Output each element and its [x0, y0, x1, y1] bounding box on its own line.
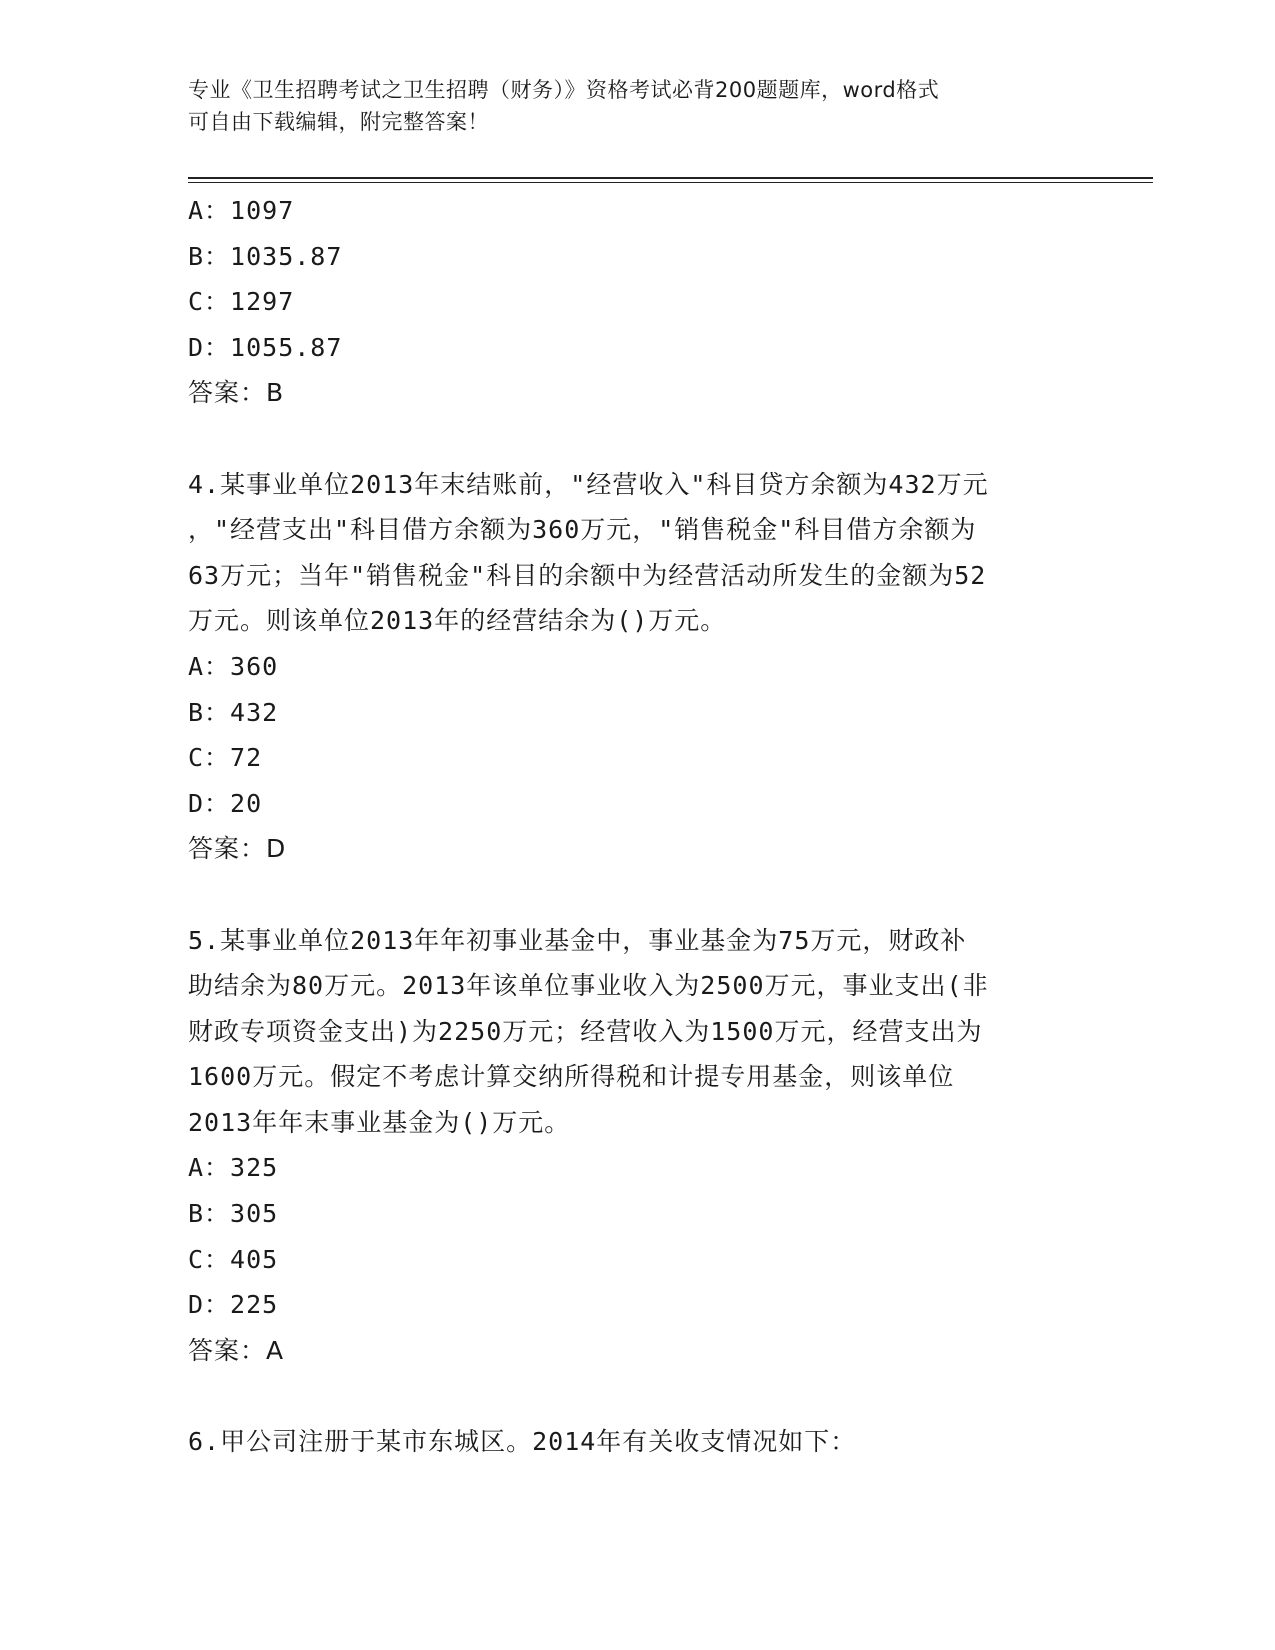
- question-text-line: 财政专项资金支出)为2250万元；经营收入为1500万元，经营支出为: [188, 1016, 983, 1046]
- question-5: [188, 918, 1088, 1374]
- question-text-line: 63万元；当年"销售税金"科目的余额中为经营活动所发生的金额为52: [188, 560, 987, 590]
- question-text-line: 4.某事业单位2013年末结账前，"经营收入"科目贷方余额为432万元: [188, 469, 989, 499]
- header-divider-thin: [188, 182, 1153, 183]
- question-list: [188, 188, 1088, 1465]
- option-b: B：1035.87: [188, 241, 343, 271]
- option-a: A：1097: [188, 196, 295, 225]
- option-a: A：325: [188, 1153, 279, 1183]
- question-text-line: 6.甲公司注册于某市东城区。2014年有关收支情况如下：: [188, 1427, 857, 1457]
- answer-label: 答案：B: [188, 378, 285, 408]
- question-6: [188, 1419, 1088, 1465]
- option-c: C：405: [188, 1244, 279, 1274]
- header-divider-thick: [188, 177, 1153, 179]
- question-text-line: 5.某事业单位2013年年初事业基金中，事业基金为75万元，财政补: [188, 925, 967, 955]
- option-d: D：20: [188, 788, 263, 818]
- option-c: C：1297: [188, 287, 295, 317]
- option-d: D：1055.87: [188, 332, 343, 362]
- option-d: D：225: [188, 1290, 279, 1320]
- document-header: [188, 74, 1088, 138]
- question-text-line: 万元。则该单位2013年的经营结余为()万元。: [188, 606, 727, 636]
- option-c: C：72: [188, 743, 263, 773]
- spacer: [188, 1373, 1088, 1419]
- question-4: [188, 462, 1088, 872]
- header-title-line-1: 专业《卫生招聘考试之卫生招聘（财务）》资格考试必背200题题库，word格式: [188, 78, 940, 102]
- answer-label: 答案：D: [188, 834, 287, 864]
- option-b: B：305: [188, 1199, 279, 1229]
- answer-label: 答案：A: [188, 1335, 285, 1365]
- question-3: [188, 188, 1088, 416]
- question-text-line: 1600万元。假定不考虑计算交纳所得税和计提专用基金，则该单位: [188, 1062, 955, 1092]
- header-title-line-2: 可自由下载编辑，附完整答案！: [188, 110, 489, 134]
- question-text-line: 2013年年末事业基金为()万元。: [188, 1107, 571, 1137]
- spacer: [188, 872, 1088, 918]
- question-text-line: ，"经营支出"科目借方余额为360万元，"销售税金"科目借方余额为: [188, 515, 977, 545]
- spacer: [188, 416, 1088, 462]
- option-b: B：432: [188, 697, 279, 727]
- question-text-line: 助结余为80万元。2013年该单位事业收入为2500万元，事业支出(非: [188, 971, 989, 1001]
- option-a: A：360: [188, 651, 279, 681]
